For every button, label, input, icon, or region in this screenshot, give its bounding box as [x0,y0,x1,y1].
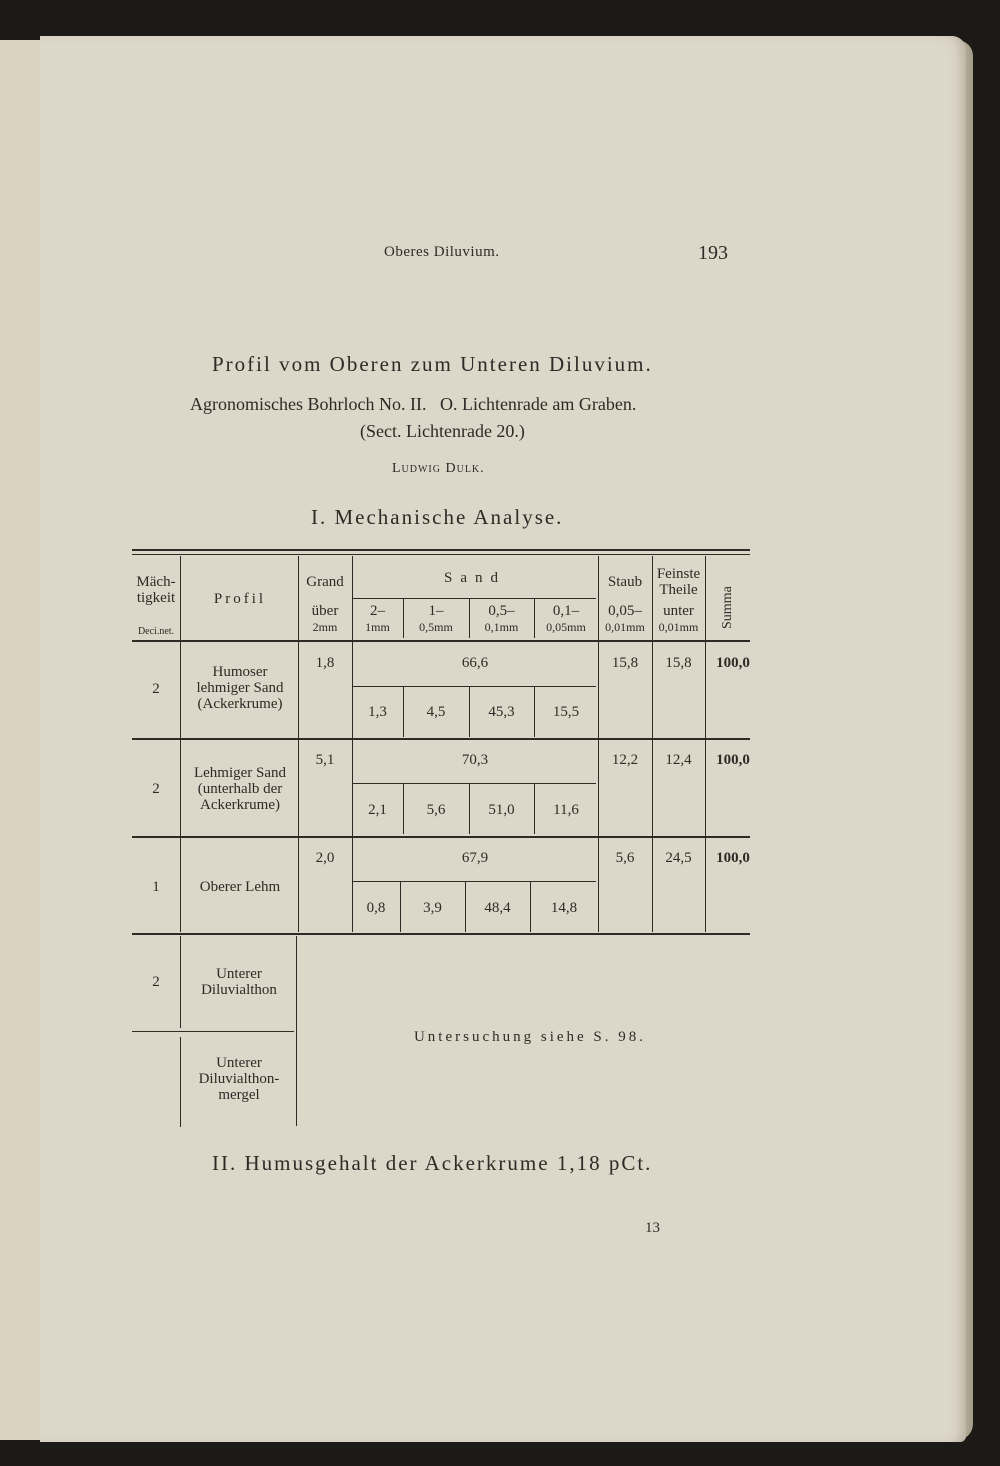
header-staub: Staub [607,574,643,590]
header-maechtigkeit: Mäch- tigkeit [136,574,176,606]
header-feinste-sub: unter 0,01mm [658,603,699,634]
investigation-note: Untersuchung siehe S. 98. [413,1029,647,1045]
subtitle-section: (Sect. Lichtenrade 20.) [360,421,525,441]
header-sand-05-01: 0,5– 0,1mm [484,603,519,634]
header-sand-01-005: 0,1– 0,05mm [546,603,586,634]
page-title: Profil vom Oberen zum Unteren Diluvium. [212,352,653,376]
section-heading-mechanical: I. Mechanische Analyse. [311,505,564,529]
subtitle-borehole: Agronomisches Bohrloch No. II. O. Lichtenrade am Graben. [190,394,637,414]
header-profil: Profil [213,591,267,607]
header-feinste: Feinste Theile [656,566,701,598]
header-grand: Grand [306,574,344,590]
header-sand-2-1: 2– 1mm [365,603,390,634]
header-unit: Deci.net. [137,626,175,637]
header-grand-sub: über 2mm [311,603,339,634]
author: Ludwig Dulk. [392,461,485,476]
header-sand-1-05: 1– 0,5mm [419,603,453,634]
facing-page-edge [0,40,43,1440]
header-staub-sub: 0,05– 0,01mm [605,603,645,634]
header-summa: Summa [720,586,735,630]
header-sand: Sand [444,570,506,586]
section-heading-humus: II. Humusgehalt der Ackerkrume 1,18 pCt. [212,1151,653,1175]
signature-mark: 13 [645,1220,660,1236]
page-number: 193 [698,242,728,264]
running-head: Oberes Diluvium. [384,244,500,260]
